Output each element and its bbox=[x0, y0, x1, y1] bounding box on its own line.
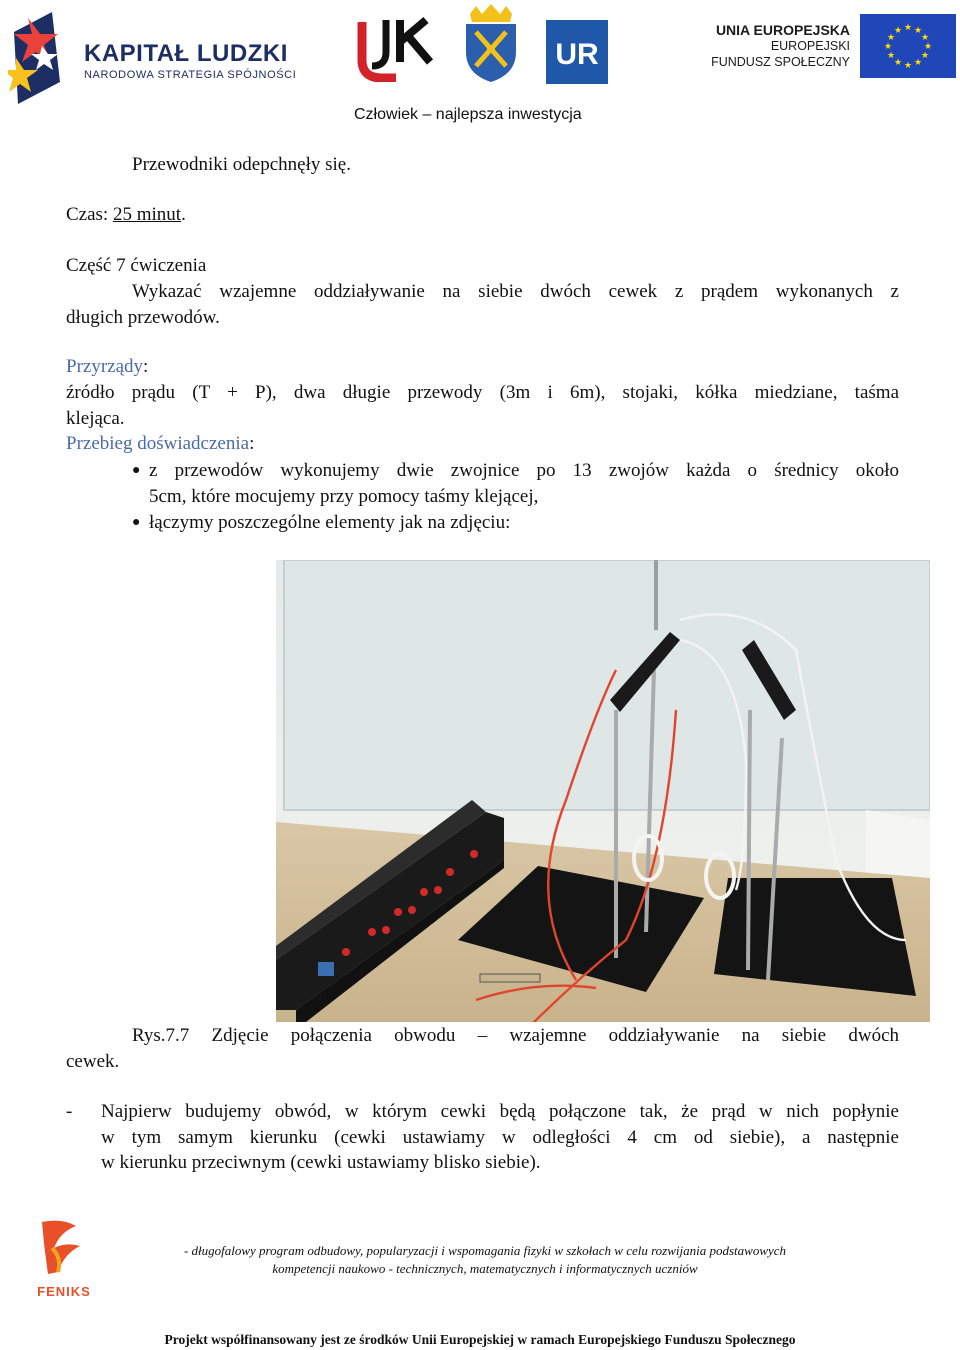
bullet-1-line-1: z przewodów wykonujemy dwie zwojnice po 13 zwojów każda o średnicy około bbox=[149, 460, 899, 481]
svg-text:★: ★ bbox=[903, 61, 913, 71]
procedure-colon: : bbox=[249, 433, 255, 454]
feniks-logo-text: FENIKS bbox=[37, 1284, 91, 1299]
aim-line-2: długich przewodów. bbox=[66, 307, 220, 328]
part-heading: Część 7 ćwiczenia bbox=[66, 255, 207, 276]
ur-logo-text: UR bbox=[555, 38, 599, 71]
svg-text:★: ★ bbox=[920, 33, 930, 43]
eu-flag-icon bbox=[860, 14, 956, 78]
procedure-label: Przebieg doświadczenia bbox=[66, 433, 250, 454]
instruments-colon: : bbox=[143, 356, 149, 377]
svg-text:★: ★ bbox=[886, 33, 896, 43]
svg-text:★: ★ bbox=[903, 23, 913, 33]
svg-text:★: ★ bbox=[920, 51, 930, 61]
instruments-line-1: źródło prądu (T + P), dwa długie przewody (3m i 6m), stojaki, kółka miedziane, taśma bbox=[66, 382, 899, 403]
conductors-sentence: Przewodniki odepchnęły się. bbox=[132, 154, 351, 175]
step-line-2: w tym samym kierunku (cewki ustawiamy w odległości 4 cm od siebie), a następnie bbox=[101, 1127, 899, 1148]
svg-text:★: ★ bbox=[913, 58, 923, 68]
bullet-dot-1: ● bbox=[132, 463, 141, 478]
time-end: . bbox=[181, 204, 186, 225]
feniks-logo-icon bbox=[22, 1218, 106, 1300]
eu-label-line1: UNIA EUROPEJSKA bbox=[715, 22, 850, 38]
cofinancing-note: Projekt współfinansowany jest ze środków Unii Europejskiej w ramach Europejskiego Funduszu Społecznego bbox=[164, 1332, 796, 1347]
bullet-2: łączymy poszczególne elementy jak na zdjęciu: bbox=[149, 512, 511, 533]
procedure-heading bbox=[66, 431, 254, 457]
kapital-ludzki-title: KAPITAŁ LUDZKI bbox=[84, 40, 288, 67]
kapital-ludzki-subtitle: NARODOWA STRATEGIA SPÓJNOŚCI bbox=[84, 69, 297, 81]
svg-text:★: ★ bbox=[913, 26, 923, 36]
program-line-2: kompetencji naukowo - technicznych, matematycznych i informatycznych uczniów bbox=[272, 1261, 698, 1276]
svg-text:★: ★ bbox=[893, 58, 903, 68]
experiment-photo bbox=[276, 560, 930, 1022]
kapital-ludzki-logo-icon bbox=[8, 12, 78, 104]
step-line-3: w kierunku przeciwnym (cewki ustawiamy blisko siebie). bbox=[101, 1152, 541, 1173]
svg-text:★: ★ bbox=[893, 26, 903, 36]
program-line-1: - długofalowy program odbudowy, popularyzacji i wspomagania fizyki w szkołach w celu rozwijania podstawowych bbox=[183, 1243, 787, 1258]
svg-text:★: ★ bbox=[923, 42, 933, 52]
instruments-line-2: klejąca. bbox=[66, 408, 125, 429]
instruments-heading bbox=[66, 354, 148, 380]
eu-label-line3: FUNDUSZ SPOŁECZNY bbox=[711, 55, 850, 69]
bullet-1-line-2: 5cm, które mocujemy przy pomocy taśmy klejącej, bbox=[149, 486, 539, 507]
svg-text:★: ★ bbox=[883, 42, 893, 52]
bullet-dot-2: ● bbox=[132, 515, 141, 530]
time-line bbox=[66, 202, 186, 228]
instruments-label: Przyrządy bbox=[66, 356, 144, 377]
caption-line-1: Rys.7.7 Zdjęcie połączenia obwodu – wzajemne oddziaływanie na siebie dwóch bbox=[132, 1025, 899, 1046]
step-dash: - bbox=[66, 1101, 73, 1122]
svg-text:★: ★ bbox=[886, 51, 896, 61]
crest-icon bbox=[460, 4, 522, 82]
slogan: Człowiek – najlepsza inwestycja bbox=[354, 106, 582, 123]
uj-logo-icon bbox=[356, 16, 444, 82]
time-value: 25 minut bbox=[112, 204, 182, 225]
caption-line-2: cewek. bbox=[66, 1051, 120, 1072]
time-label: Czas: bbox=[66, 204, 113, 225]
eu-label-line2: EUROPEJSKI bbox=[770, 39, 850, 53]
aim-line-1: Wykazać wzajemne oddziaływanie na siebie dwóch cewek z prądem wykonanych z bbox=[132, 281, 899, 302]
ur-logo-icon bbox=[546, 20, 608, 84]
step-line-1: Najpierw budujemy obwód, w którym cewki będą połączone tak, że prąd w nich popłynie bbox=[101, 1101, 899, 1122]
